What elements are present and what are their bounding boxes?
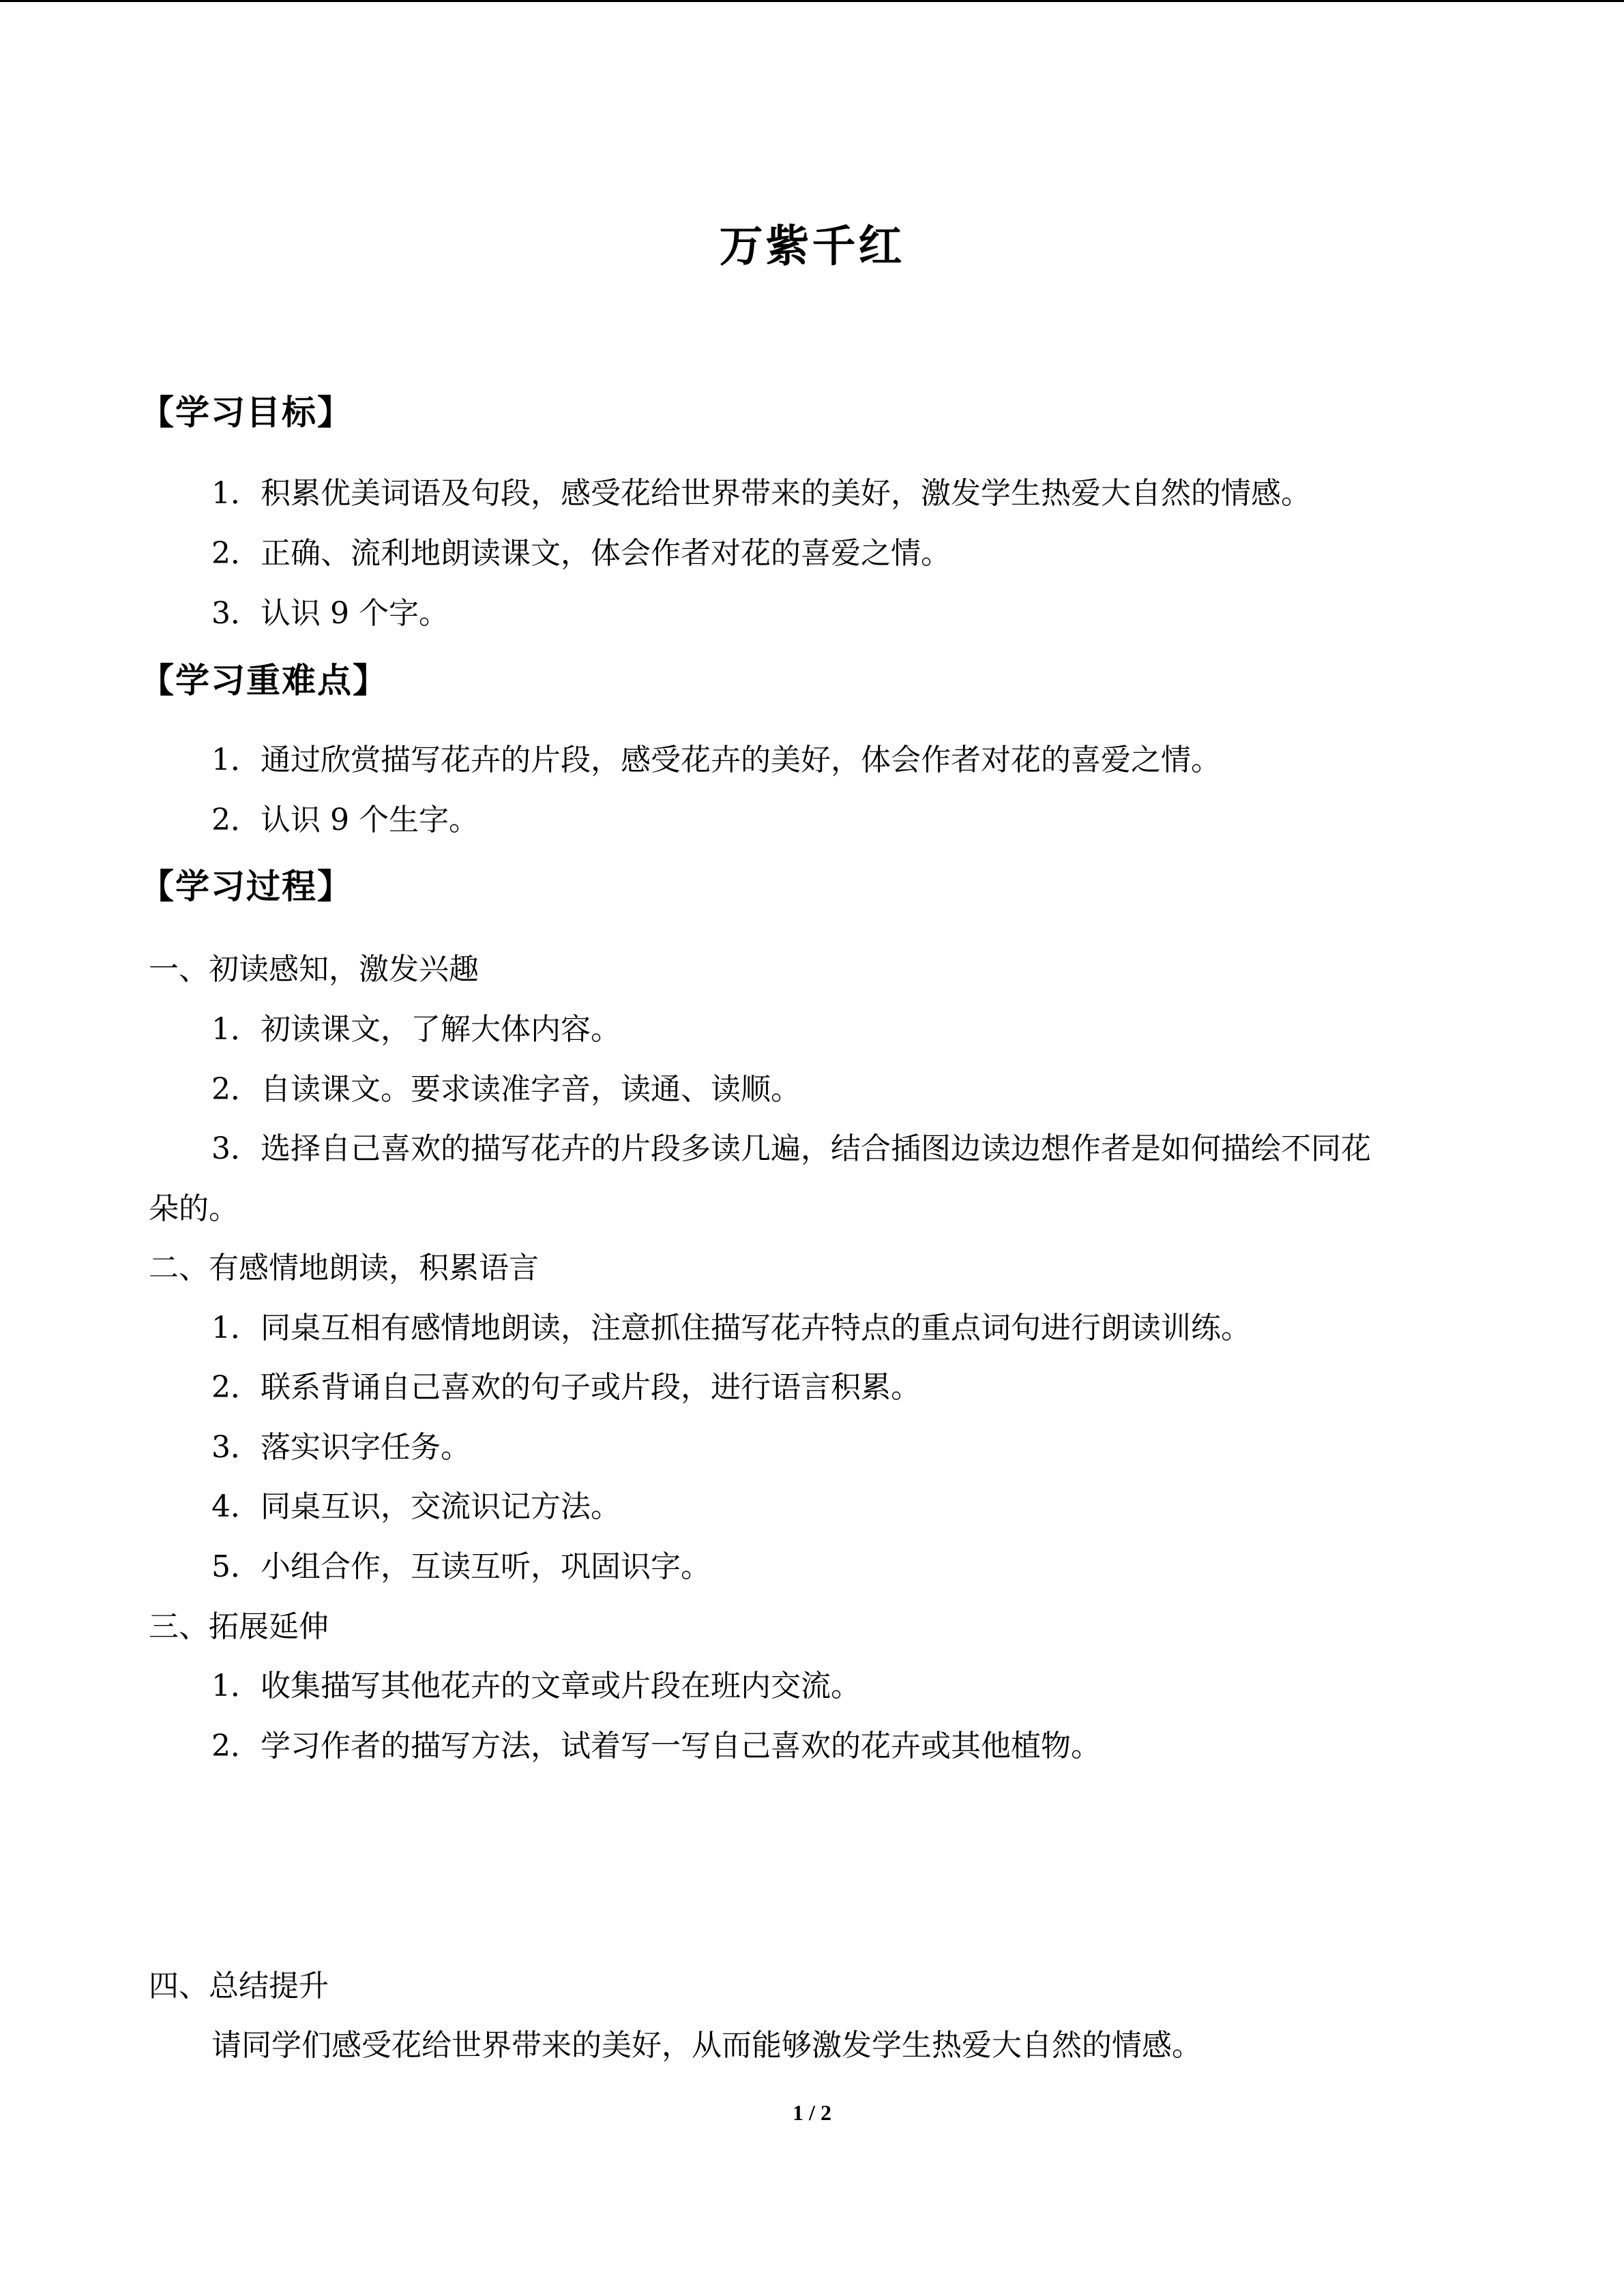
section-heading-key-points: 【学习重难点】 [140, 661, 388, 700]
process-item: 1．收集描写其他花卉的文章或片段在班内交流。 [211, 1669, 861, 1703]
process-item: 3．落实识字任务。 [211, 1430, 471, 1465]
process-item: 1．同桌互相有感情地朗读，注意抓住描写花卉特点的重点词句进行朗读训练。 [211, 1311, 1251, 1345]
process-item: 2．联系背诵自己喜欢的句子或片段，进行语言积累。 [211, 1370, 921, 1405]
process-item: 2．学习作者的描写方法，试着写一写自己喜欢的花卉或其他植物。 [211, 1729, 1101, 1763]
process-item-continuation: 朵的。 [149, 1191, 239, 1226]
objective-item: 1．积累优美词语及句段，感受花给世界带来的美好，激发学生热爱大自然的情感。 [211, 476, 1311, 511]
process-item: 5．小组合作，互读互听，巩固识字。 [211, 1549, 711, 1584]
process-item: 1．初读课文，了解大体内容。 [211, 1012, 621, 1047]
process-part-title: 四、总结提升 [149, 1969, 329, 2003]
process-part-title: 二、有感情地朗读，积累语言 [149, 1251, 539, 1285]
page-number: 1 / 2 [793, 2100, 831, 2125]
document-title: 万紫千红 [719, 222, 905, 272]
process-item: 请同学们感受花给世界带来的美好，从而能够激发学生热爱大自然的情感。 [211, 2028, 1202, 2063]
process-item: 4．同桌互识，交流识记方法。 [211, 1489, 621, 1524]
objective-item: 3．认识 9 个字。 [211, 596, 449, 631]
process-part-title: 一、初读感知，激发兴趣 [149, 952, 479, 987]
section-heading-process: 【学习过程】 [140, 867, 353, 906]
objective-item: 2．正确、流利地朗读课文，体会作者对花的喜爱之情。 [211, 536, 951, 571]
process-part-title: 三、拓展延伸 [149, 1609, 329, 1644]
process-item: 3．选择自己喜欢的描写花卉的片段多读几遍，结合插图边读边想作者是如何描绘不同花 [211, 1131, 1371, 1166]
section-heading-objectives: 【学习目标】 [140, 393, 353, 432]
process-item: 2．自读课文。要求读准字音，读通、读顺。 [211, 1072, 801, 1107]
key-point-item: 2．认识 9 个生字。 [211, 803, 479, 837]
key-point-item: 1．通过欣赏描写花卉的片段，感受花卉的美好，体会作者对花的喜爱之情。 [211, 743, 1221, 777]
